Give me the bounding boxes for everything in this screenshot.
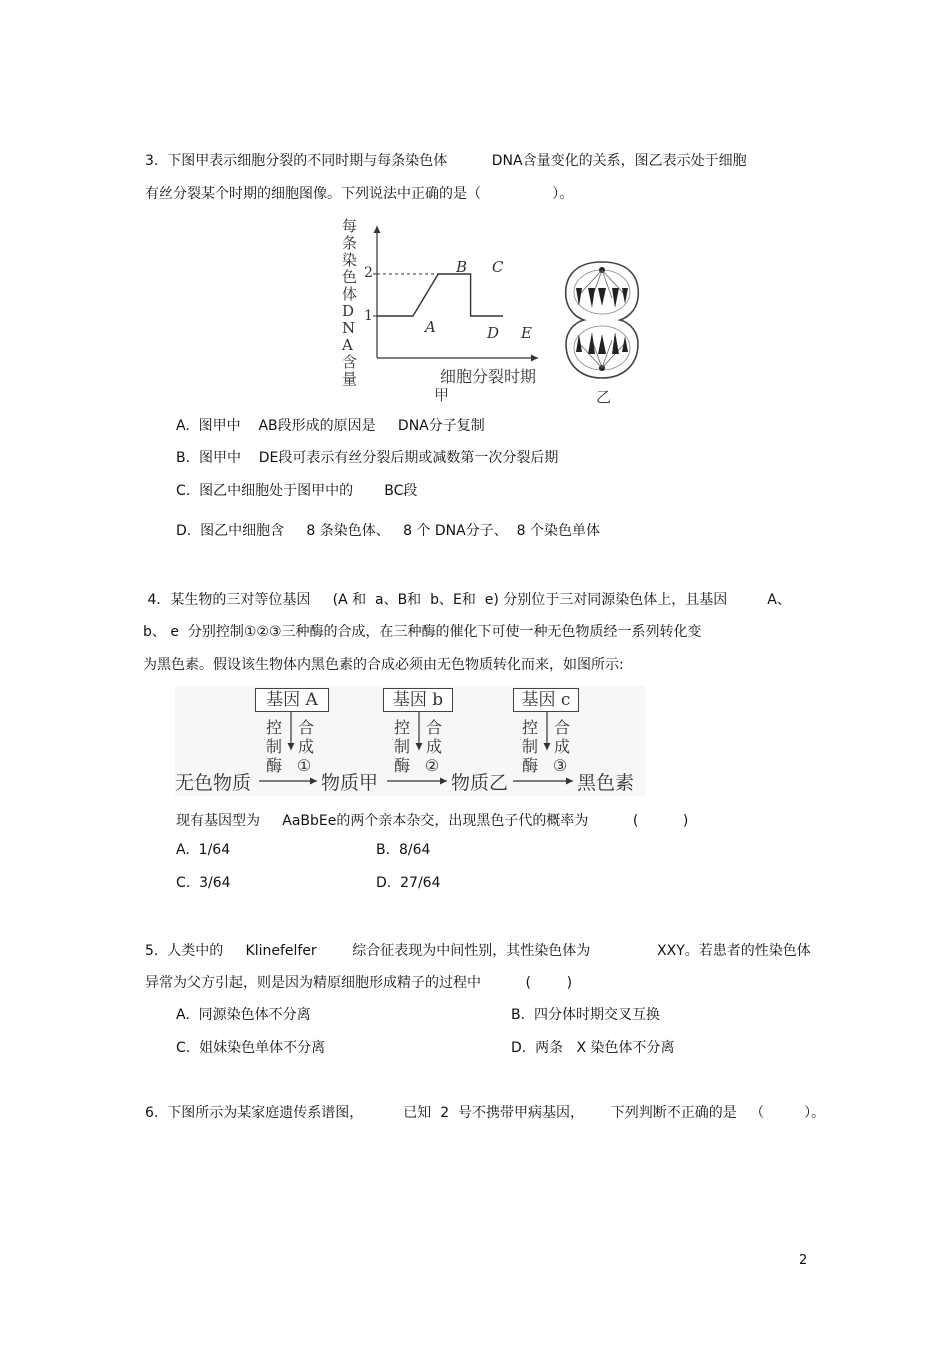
fig-jia-point-b: B [456, 258, 468, 276]
control-label-1a: 控 [265, 718, 282, 737]
q5-stem-line2: 异常为父方引起，则是因为精原细胞形成精子的过程中 ( ) [145, 975, 573, 991]
synth-label-3b: 成 [553, 737, 570, 756]
q4-option-a: A. 1/64 [176, 842, 231, 858]
page-number: 2 [799, 1253, 808, 1268]
dna-content-line [377, 274, 503, 316]
fig-jia-point-d: D [487, 324, 500, 342]
fig-jia-point-c: C [492, 258, 504, 276]
q4-stem-line3: 为黑色素。假设该生物体内黑色素的合成必须由无色物质转化而来，如图所示: [143, 657, 624, 673]
gene-b-box: 基因 b [383, 688, 453, 712]
fig-yi-caption: 乙 [596, 388, 612, 406]
fig-jia-point-e: E [521, 324, 532, 342]
q5-option-d: D. 两条 X 染色体不分离 [511, 1040, 675, 1056]
fig-jia-ytick-2: 2 [364, 265, 373, 281]
q5-option-c: C. 姐妹染色单体不分离 [176, 1040, 326, 1056]
fig-jia-xlabel: 细胞分裂时期 [440, 367, 537, 386]
q4-stem-line1: 4．某生物的三对等位基因 (A 和 a、B和 b、E和 e) 分别位于三对同源染色体上，且基因 A、 [143, 592, 791, 608]
gene-a-box: 基因 A [255, 688, 329, 712]
control-label-2b: 制 [393, 737, 410, 756]
enzyme-label-2: 酶 [393, 756, 410, 775]
q5-stem-line1: 5. 人类中的 Klinefelfer 综合征表现为中间性别，其性染色体为 XXY。若患者的性染色体 [145, 943, 811, 959]
enzyme-number-1: ① [296, 756, 312, 775]
substance-melanin: 黑色素 [577, 772, 635, 794]
fig-yi-cell [562, 258, 642, 383]
control-label-2a: 控 [393, 718, 410, 737]
synth-label-3a: 合 [553, 718, 570, 737]
gene-c-box: 基因 c [513, 688, 579, 712]
fig-jia-caption: 甲 [434, 386, 450, 404]
q3-stem-line1: 3. 下图甲表示细胞分裂的不同时期与每条染色体 DNA含量变化的关系，图乙表示处于细胞 [145, 153, 747, 169]
substance-jia: 物质甲 [321, 772, 379, 794]
pathway-diagram [175, 686, 645, 796]
q3-option-c: C. 图乙中细胞处于图甲中的 BC段 [176, 483, 418, 499]
q6-stem-line1: 6. 下图所示为某家庭遗传系谱图， 已知 2 号不携带甲病基因， 下列判断不正确的是 （ ）。 [145, 1105, 826, 1121]
enzyme-number-3: ③ [552, 756, 568, 775]
enzyme-number-2: ② [424, 756, 440, 775]
control-label-3b: 制 [521, 737, 538, 756]
fig-jia-ytick-1: 1 [364, 308, 373, 324]
q3-option-b: B. 图甲中 DE段可表示有丝分裂后期或减数第一次分裂后期 [176, 450, 559, 466]
q3-option-a: A. 图甲中 AB段形成的原因是 DNA分子复制 [176, 418, 485, 434]
fig-jia-ylabel: 每条染色体DNA含量 [342, 217, 358, 388]
q5-option-b: B. 四分体时期交叉互换 [511, 1007, 660, 1023]
synth-label-1a: 合 [297, 718, 314, 737]
control-label-1b: 制 [265, 737, 282, 756]
synth-label-2b: 成 [425, 737, 442, 756]
q4-option-b: B. 8/64 [376, 842, 431, 858]
q3-option-d: D. 图乙中细胞含 8 条染色体、 8 个 DNA分子、 8 个染色单体 [176, 523, 600, 539]
substance-yi: 物质乙 [451, 772, 509, 794]
fig-jia-point-a: A [425, 318, 436, 336]
q5-option-a: A. 同源染色体不分离 [176, 1007, 311, 1023]
q4-option-d: D. 27/64 [376, 875, 441, 891]
enzyme-label-3: 酶 [521, 756, 538, 775]
synth-label-1b: 成 [297, 737, 314, 756]
substance-colorless: 无色物质 [175, 772, 252, 794]
enzyme-label-1: 酶 [265, 756, 282, 775]
synth-label-2a: 合 [425, 718, 442, 737]
control-label-3a: 控 [521, 718, 538, 737]
q4-question: 现有基因型为 AaBbEe的两个亲本杂交，出现黑色子代的概率为 ( ) [176, 813, 689, 829]
q4-stem-line2: b、 e 分别控制①②③三种酶的合成，在三种酶的催化下可使一种无色物质经一系列转化变 [143, 624, 702, 640]
q4-option-c: C. 3/64 [176, 875, 231, 891]
q3-stem-line2: 有丝分裂某个时期的细胞图像。下列说法中正确的是（ ）。 [145, 186, 574, 202]
